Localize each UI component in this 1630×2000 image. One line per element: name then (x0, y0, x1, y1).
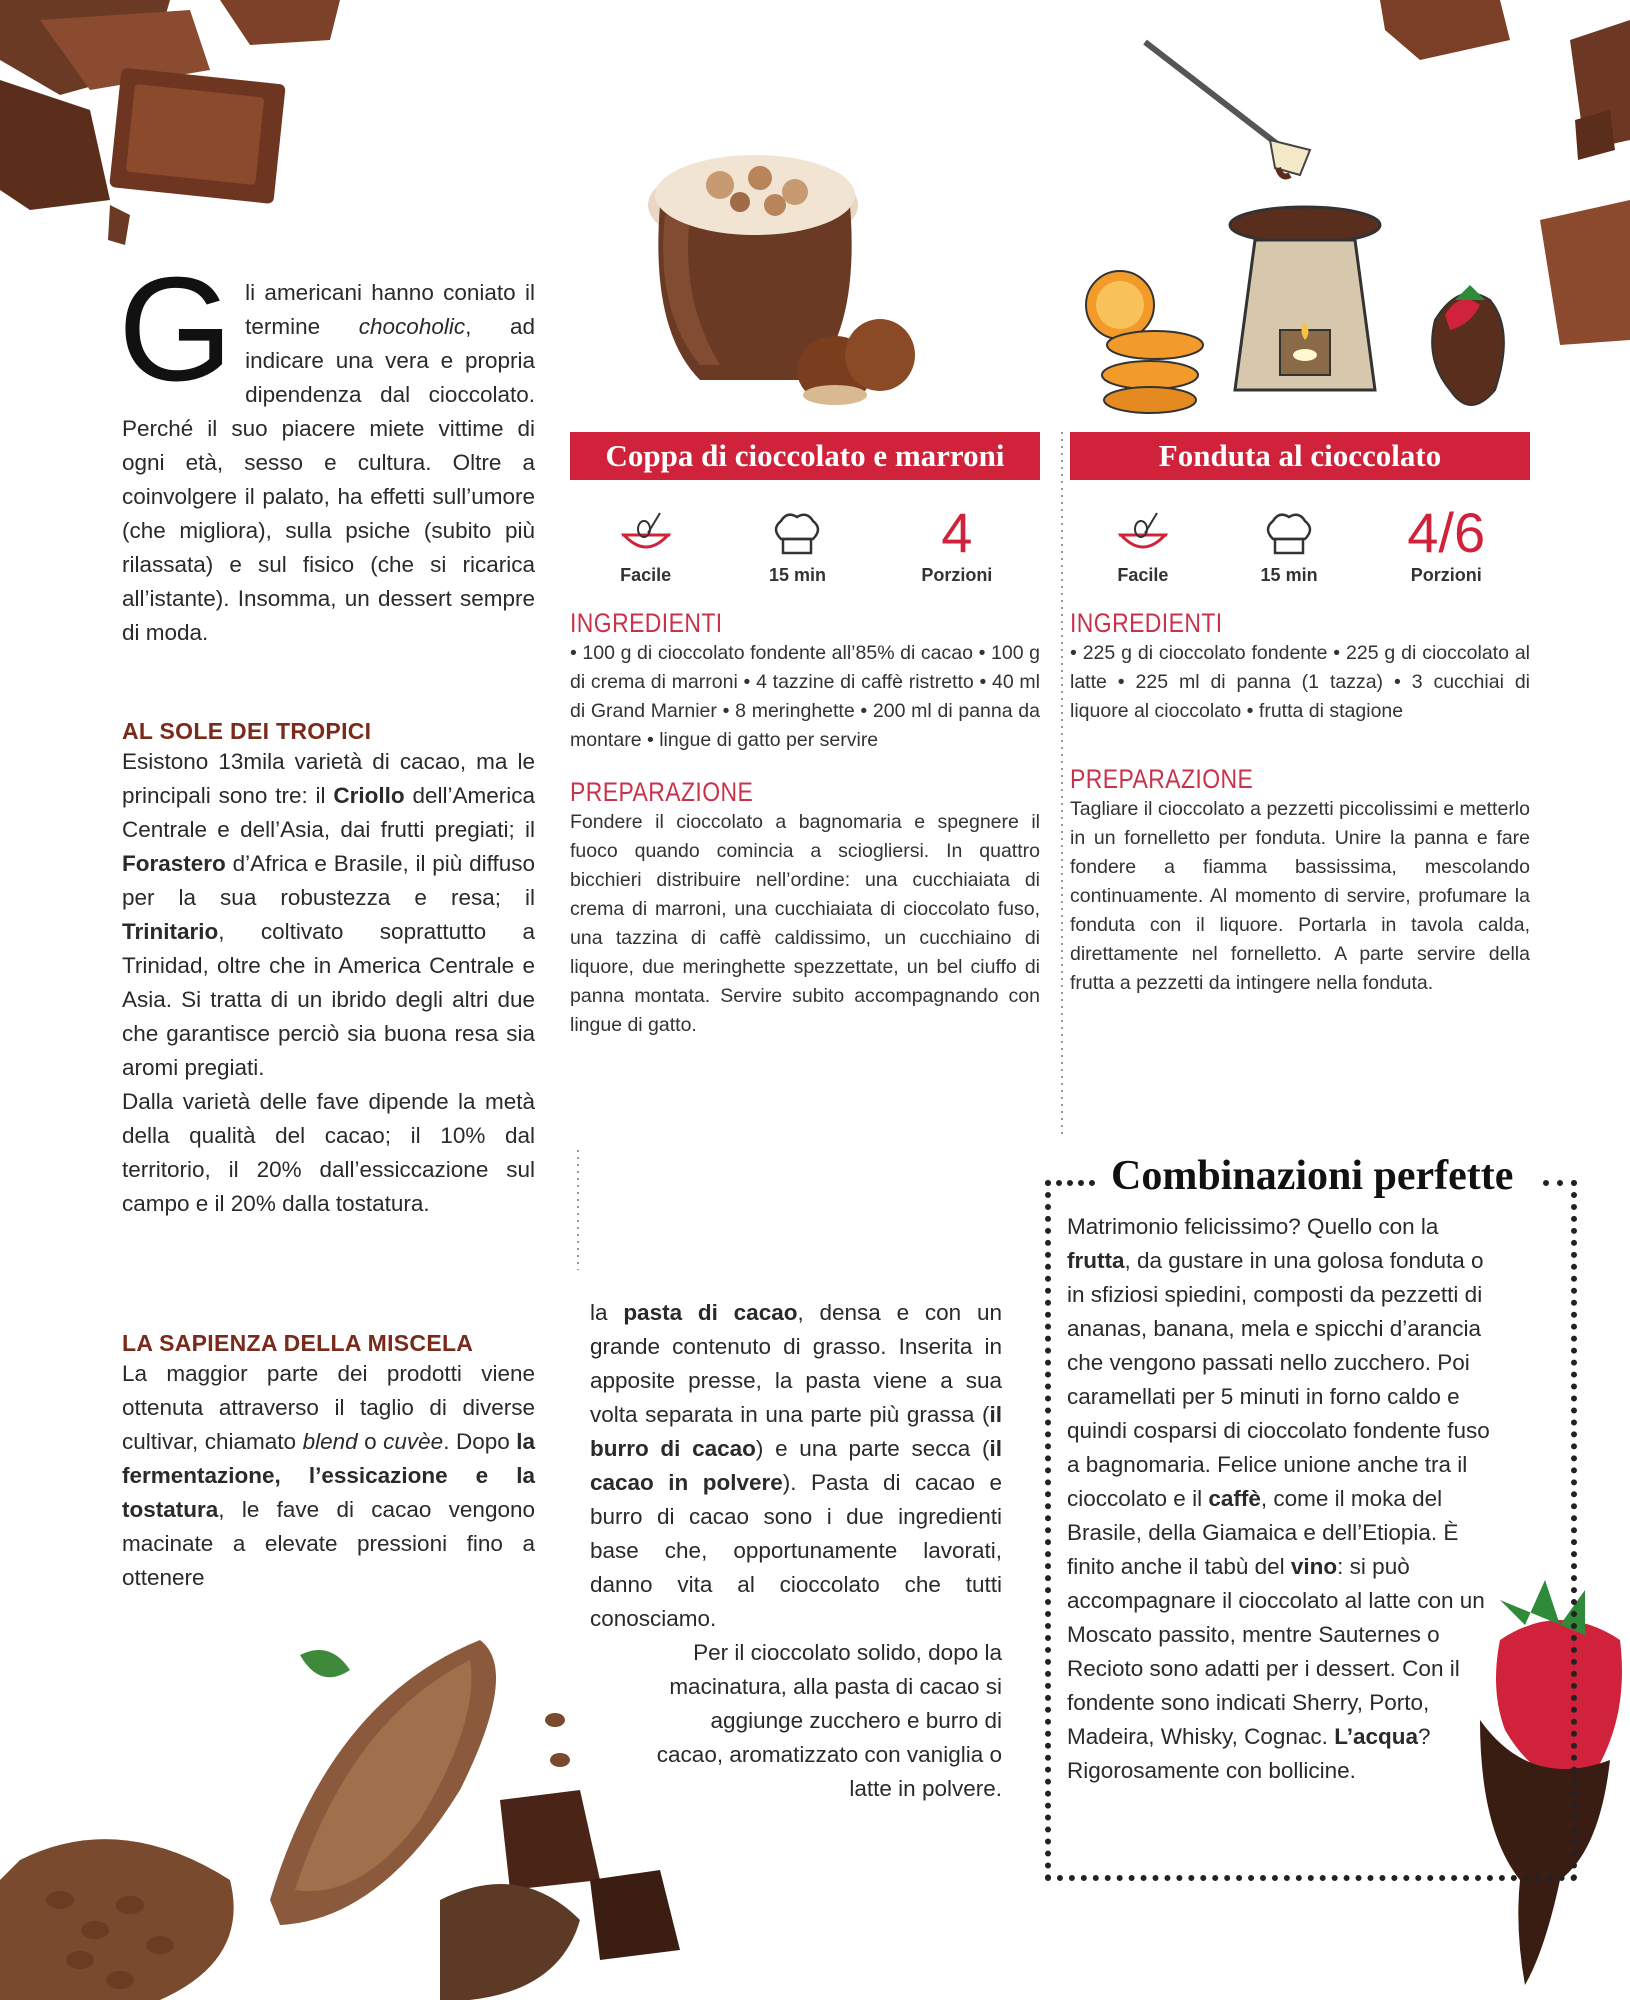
preparation-text: Tagliare il cioccolato a pezzetti piccolissimi e metterlo in un fornelletto per fonduta. Unire la panna e fare fondere a fiamma bassissima, mescolando continuamente. Al momento di servire, profumare la fonduta con il liquore. Portarla in tavola calda, direttamente nel fornelletto. A parte servire della frutta a pezzetti da intingere nella fonduta. (1070, 798, 1530, 994)
fondue-pot-illustration (1086, 42, 1504, 413)
portions: 4/6 Porzioni (1407, 501, 1486, 585)
section-miscela (122, 1330, 535, 1595)
recipe-title: Fonduta al cioccolato (1070, 432, 1530, 480)
middle-paragraph: Per il cioccolato solido, dopo la macinatura, alla pasta di cacao si aggiunge zucchero e burro di cacao, aromatizzato con vaniglia o latte in polvere. (656, 1640, 1002, 1801)
difficulty: Facile (1115, 511, 1171, 586)
intro-paragraph: G li americani hanno coniato il termine chocoholic, ad indicare una vera e propria dipendenza dal cioccolato. Perché il suo piacere miete vittime di ogni età, sesso e cultura. Oltre a coinvolgere il palato, ha effetti sull’umore (che migliora), sulla psiche (subito più rilassata) e sul fisico (che si ricarica all’istante). Insomma, un dessert sempre di moda. (118, 247, 536, 645)
preparation-text: Fondere il cioccolato a bagnomaria e spegnere il fuoco quando comincia a sciogliersi. In quattro bicchieri distribuire nell’ordine: una cucchiaiata di crema di marroni, una cucchiaiata di cioccolato fuso, una tazzina di caffè caldissimo, un cucchiaino di liquore, due meringhette spezzettate, un bel ciuffo di panna montata. Servire subito accompagnando con lingue di gatto. (570, 811, 1040, 1036)
recipe-title: Coppa di cioccolato e marroni (570, 432, 1040, 480)
recipe-card-coppa (570, 432, 1040, 1040)
ingredients-text: • 225 g di cioccolato fondente • 225 g di cioccolato al latte • 225 ml di panna (1 tazza) • 3 cucchiai di liquore al cioccolato • frutta di stagione (1070, 642, 1530, 722)
whisk-bowl-icon (1115, 511, 1171, 559)
chocolate-pieces-top-right (1380, 0, 1630, 345)
preparation-label: PREPARAZIONE (1070, 764, 1254, 794)
chef-hat-icon (769, 511, 825, 559)
recipe-card-fonduta (1070, 432, 1530, 998)
middle-paragraph: la pasta di cacao, densa e con un grande contenuto di grasso. Inserita in apposite presse, la pasta viene a sua volta separata in una parte più grassa (il burro di cacao) e una parte secca (il cacao in polvere). Pasta di cacao e burro di cacao sono i due ingredienti base che, opportunamente lavorati, danno vita al cioccolato che tutti conosciamo. (590, 1300, 1002, 1631)
section-tropici (122, 718, 535, 1221)
ingredients-text: • 100 g di cioccolato fondente all’85% di cacao • 100 g di crema di marroni • 4 tazzine di caffè ristretto • 40 ml di Grand Marnier • 8 meringhette • 200 ml di panna da montare • lingue di gatto per servire (570, 642, 1040, 751)
hot-chocolate-cup-illustration (648, 155, 915, 405)
combinazioni-box (1045, 1153, 1577, 1881)
chocolate-pieces-top-left (0, 0, 340, 245)
section-paragraph: Dalla varietà delle fave dipende la metà della qualità del cacao; il 10% dal territorio, il 20% dall’essiccazione sul campo e il 20% dalla tostatura. (122, 1089, 535, 1216)
combo-text: Matrimonio felicissimo? Quello con la frutta, da gustare in una golosa fonduta o in sfiziosi spiedini, composti da pezzetti di ananas, banana, mela e spicchi d’arancia che vengono passati nello zucchero. Poi caramellati per 5 minuti in forno caldo e quindi cosparsi di cioccolato fondente fuso a bagnomaria. Felice unione anche tra il cioccolato e il caffè, come il moka del Brasile, della Giamaica e dell’Etiopia. È finito anche il tabù del vino: si può accompagnare il cioccolato al latte con un Moscato passito, mentre Sauternes o Recioto sono adatti per i dessert. Con il fondente sono indicati Sherry, Porto, Madeira, Whisky, Cognac. L’acqua? Rigorosamente con bollicine. (1067, 1214, 1490, 1783)
recipe-meta (570, 494, 1040, 586)
combo-title: Combinazioni perfette (1101, 1152, 1523, 1200)
whisk-bowl-icon (618, 511, 674, 559)
middle-column (590, 1296, 1002, 1806)
ingredients-label: INGREDIENTI (570, 608, 723, 638)
section-heading: LA SAPIENZA DELLA MISCELA (122, 1330, 474, 1356)
drop-cap: G (118, 247, 234, 412)
cocoa-pods-illustration (0, 1640, 680, 2000)
section-heading: AL SOLE DEI TROPICI (122, 718, 372, 744)
section-paragraph: Esistono 13mila varietà di cacao, ma le principali sono tre: il Criollo dell’America Centrale e dell’Asia, dai frutti pregiati; il Forastero d’Africa e Brasile, il più diffuso per la sua robustezza e resa; il Trinitario, coltivato soprattutto a Trinidad, oltre che in America Centrale e Asia. Si tratta di un ibrido degli altri due che garantisce perciò sia buona resa sia aromi pregiati. (122, 749, 536, 1080)
recipe-meta (1070, 494, 1530, 586)
preparation-label: PREPARAZIONE (570, 777, 754, 807)
portions: 4 Porzioni (921, 501, 993, 585)
ingredients-label: INGREDIENTI (1070, 608, 1223, 638)
prep-time: 15 min (1261, 511, 1318, 586)
prep-time: 15 min (769, 511, 826, 586)
difficulty: Facile (618, 511, 674, 586)
chef-hat-icon (1261, 511, 1317, 559)
section-paragraph: La maggior parte dei prodotti viene ottenuta attraverso il taglio di diverse cultivar, chiamato blend o cuvèe. Dopo la fermentazione, l’essicazione e la tostatura, le fave di cacao vengono macinate a elevate pressioni fino a ottenere (122, 1361, 536, 1590)
